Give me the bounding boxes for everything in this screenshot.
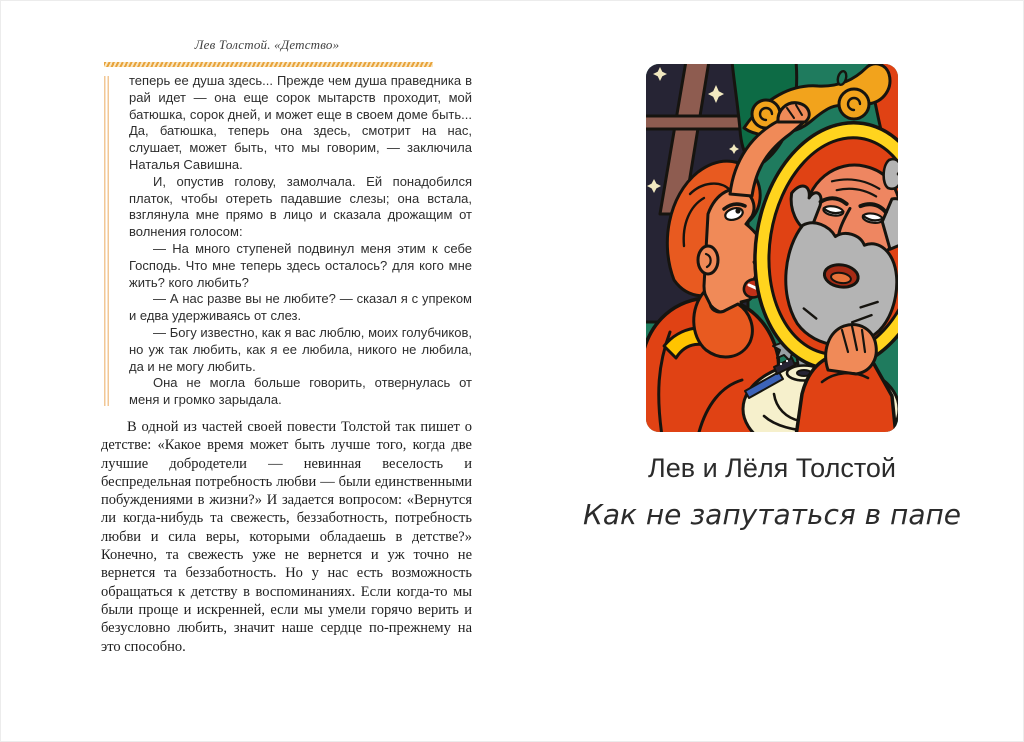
quote-paragraph: Она не могла больше говорить, отвернулась от меня и громко зарыдала.: [129, 375, 472, 408]
quote-paragraph: — Богу известно, как я вас люблю, моих голубчиков, но уж так любить, как я ее любила, никого не любила, да и не могу любить.: [129, 324, 472, 374]
hand: [826, 325, 877, 374]
quote-paragraph: И, опустив голову, замолчала. Ей понадобился платок, чтобы отереть падавшие слезы; она встала, взглянула мне прямо в лицо и сказала дрожащим от волнения голосом:: [129, 173, 472, 240]
gray-hair-tuft: [884, 159, 898, 189]
quote-text: [129, 73, 472, 409]
quote-paragraph: — На много ступеней подвинул меня этим к себе Господь. Что мне теперь здесь осталось? для кого мне жить? кого любить?: [129, 240, 472, 290]
quote-block: [101, 73, 472, 409]
commentary-paragraph: В одной из частей своей повести Толстой так пишет о детстве: «Какое время может быть лучше того, когда две лучшие добродетели — невинная веселость и беспредельная потребность любви — были единственными побуждениями в жизни?» И задается вопросом: «Вернутся ли когда-нибудь та свежесть, беззаботность, потребность любви и сила веры, которыми обладаешь в детстве?» Конечно, та свежесть уже не вернется и уж точно не вернется та беззаботность. Но у нас есть возможность обращаться к детству в воспоминаниях. Если когда-то мы были проще и искренней, если мы умели горячо верить и безусловно любить, значит наше сердце по-прежнему на это способно.: [101, 418, 472, 655]
running-header: Лев Толстой. «Детство»: [194, 37, 340, 52]
book-cover-illustration: [646, 64, 898, 432]
quote-bar: [104, 76, 109, 406]
quote-paragraph: теперь ее душа здесь... Прежде чем душа праведника в рай идет — она еще сорок мытарств проходит, мой батюшка, сорок дней, и может еще в своем доме быть... Да, батюшка, теперь она здесь, смотрит на нас, слушает, может быть, что мы говорим, — заключила Наталья Савишна.: [129, 73, 472, 172]
left-page: [101, 37, 472, 656]
commentary-text: [101, 418, 472, 656]
header-rule: [104, 62, 433, 67]
book-title: Лев и Лёля Толстой: [648, 453, 896, 483]
window-frame-horizontal: [646, 116, 745, 129]
ear: [698, 246, 718, 274]
quote-paragraph: — А нас разве вы не любите? — сказал я с упреком и едва удерживаясь от слез.: [129, 291, 472, 324]
illustration-svg: [646, 64, 898, 432]
book-subtitle: Как не запутаться в папе: [582, 498, 962, 531]
